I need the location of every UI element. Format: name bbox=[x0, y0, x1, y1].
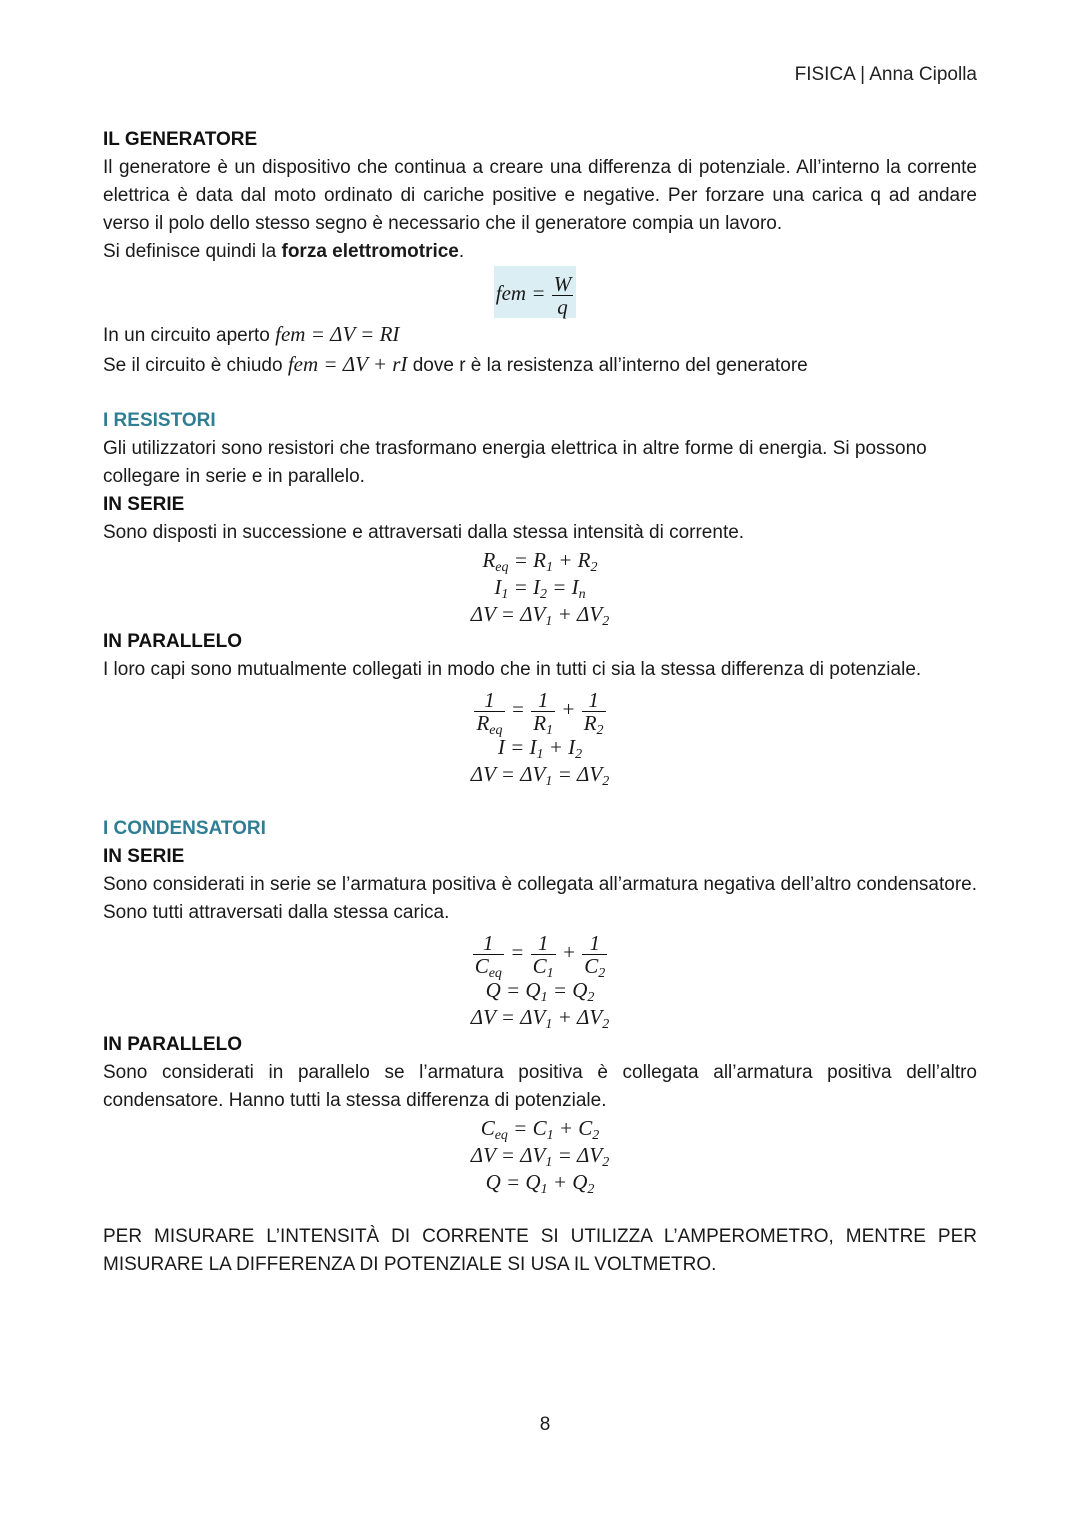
condensatori-serie-formulas bbox=[103, 927, 977, 1031]
formula-text: ΔV = ΔV bbox=[470, 762, 546, 786]
formula-subscript: 1 bbox=[540, 1182, 548, 1197]
fraction-numerator bbox=[582, 932, 607, 955]
formula-text: + I bbox=[543, 735, 576, 759]
formula-subscript: 2 bbox=[598, 965, 606, 981]
condensatori-parallelo-formulas bbox=[103, 1115, 977, 1196]
formula-subscript: 2 bbox=[602, 1155, 610, 1170]
formula-line bbox=[103, 927, 977, 981]
formula-text: = bbox=[504, 940, 530, 964]
resistori-serie-formulas bbox=[103, 547, 977, 628]
formula-text: ΔV = ΔV bbox=[470, 1143, 546, 1167]
formula-text: = R bbox=[508, 548, 547, 572]
formula-subscript: 2 bbox=[592, 1128, 600, 1143]
formula-text: C bbox=[584, 953, 599, 978]
formula-text: R bbox=[476, 710, 490, 735]
section-title-condensatori: I CONDENSATORI bbox=[103, 818, 266, 839]
definition-line bbox=[103, 238, 977, 266]
formula-text: 1 bbox=[537, 687, 549, 712]
fraction bbox=[582, 687, 606, 738]
definition-prefix: Si definisce quindi la bbox=[103, 241, 282, 262]
formula-text: Q = Q bbox=[485, 1170, 541, 1194]
fraction bbox=[582, 930, 607, 981]
resistori-serie-text: Sono disposti in successione e attraversati dalla stessa intensità di corrente. bbox=[103, 522, 745, 543]
formula-subscript: 1 bbox=[546, 1128, 554, 1143]
formula-subscript: 1 bbox=[545, 1017, 553, 1032]
formula-text: = I bbox=[508, 575, 540, 599]
fraction-numerator bbox=[531, 689, 555, 712]
fraction-denominator bbox=[552, 296, 574, 318]
fraction-denominator bbox=[531, 953, 556, 981]
formula-text: ΔV = ΔV bbox=[470, 1005, 546, 1029]
formula-subscript: 2 bbox=[587, 990, 595, 1005]
formula-line bbox=[103, 1169, 977, 1196]
page-header: FISICA | Anna Cipolla bbox=[794, 64, 977, 85]
conclusion-paragraph: PER MISURARE L’INTENSITÀ DI CORRENTE SI UTILIZZA L’AMPEROMETRO, MENTRE PER MISURARE LA DIFFERENZA DI POTENZIALE SI USA IL VOLTMETRO. bbox=[103, 1226, 977, 1275]
formula-highlight bbox=[494, 266, 577, 318]
formula-text: 1 bbox=[589, 930, 601, 955]
formula-text: I bbox=[494, 575, 502, 599]
formula-text: + R bbox=[553, 548, 591, 572]
resistori-intro: Gli utilizzatori sono resistori che trasformano energia elettrica in altre forme di energia. Si possono collegare in serie e in parallelo. bbox=[103, 438, 927, 487]
fraction-numerator bbox=[552, 273, 574, 296]
formula-line bbox=[103, 601, 977, 628]
formula-text: R bbox=[482, 548, 496, 572]
formula-text: = C bbox=[507, 1116, 547, 1140]
document-body bbox=[103, 126, 977, 1279]
generatore-paragraph: Il generatore è un dispositivo che continua a creare una differenza di potenziale. All’interno la corrente elettrica è data dal moto ordinato di cariche positive e negative. Per forzare una carica q ad andare verso il polo dello stesso segno è necessario che il generatore compia un lavoro. bbox=[103, 157, 977, 234]
formula-line bbox=[103, 1142, 977, 1169]
formula-line bbox=[103, 574, 977, 601]
formula-text: = I bbox=[547, 575, 579, 599]
fem-formula bbox=[93, 266, 977, 318]
fraction bbox=[474, 687, 504, 738]
formula-subscript: 2 bbox=[596, 722, 604, 738]
fraction-numerator bbox=[474, 689, 504, 712]
formula-subscript: 2 bbox=[540, 587, 547, 602]
fraction-denominator bbox=[473, 953, 504, 981]
formula-subscript: eq bbox=[488, 965, 502, 981]
resistori-parallelo-title: IN PARALLELO bbox=[103, 631, 242, 652]
formula-text: 1 bbox=[483, 930, 494, 955]
formula-text: fem = bbox=[495, 281, 551, 305]
formula-text: 1 bbox=[484, 687, 495, 712]
formula-text: q bbox=[557, 294, 568, 319]
formula-text: C bbox=[532, 953, 547, 978]
section-title-resistori: I RESISTORI bbox=[103, 410, 216, 431]
section-title-generatore: IL GENERATORE bbox=[103, 129, 258, 150]
fraction bbox=[552, 273, 574, 318]
formula-text: + C bbox=[553, 1116, 593, 1140]
resistori-parallelo-formulas bbox=[103, 684, 977, 788]
formula-text: W bbox=[553, 271, 572, 296]
formula-subscript: eq bbox=[494, 1128, 508, 1143]
formula-text: ΔV = ΔV bbox=[470, 602, 546, 626]
fraction-numerator bbox=[582, 689, 606, 712]
fraction bbox=[531, 687, 555, 738]
formula-text: R bbox=[533, 710, 547, 735]
formula-text: C bbox=[480, 1116, 495, 1140]
condensatori-parallelo-text: Sono considerati in parallelo se l’armatura positiva è collegata all’armatura positiva dell’altro condensatore. Hanno tutti la stessa differenza di potenziale. bbox=[103, 1062, 977, 1111]
closed-circuit-line bbox=[103, 350, 977, 380]
formula-subscript: 2 bbox=[602, 614, 610, 629]
formula-text: + ΔV bbox=[552, 602, 603, 626]
fraction bbox=[473, 930, 504, 981]
fraction-denominator bbox=[582, 710, 606, 738]
formula-subscript: 2 bbox=[587, 1182, 595, 1197]
formula-subscript: 1 bbox=[546, 560, 554, 575]
formula-text: = ΔV bbox=[552, 762, 603, 786]
formula-line bbox=[103, 761, 977, 788]
formula-line bbox=[103, 684, 977, 738]
formula-text: + bbox=[556, 697, 581, 721]
definition-term: forza elettromotrice bbox=[281, 241, 459, 262]
formula-subscript: n bbox=[578, 587, 586, 602]
fraction-denominator bbox=[474, 710, 504, 738]
formula-subscript: 1 bbox=[501, 587, 509, 602]
formula-text: + ΔV bbox=[552, 1005, 603, 1029]
fraction-numerator bbox=[473, 932, 504, 955]
formula-text: I = I bbox=[497, 735, 537, 759]
formula-text: 1 bbox=[537, 930, 549, 955]
fraction-numerator bbox=[531, 932, 556, 955]
condensatori-parallelo-title: IN PARALLELO bbox=[103, 1034, 242, 1055]
formula-subscript: 1 bbox=[536, 747, 544, 762]
formula-line bbox=[103, 977, 977, 1004]
formula-text: Q = Q bbox=[485, 978, 541, 1002]
formula-subscript: 1 bbox=[545, 1155, 553, 1170]
formula-subscript: 1 bbox=[546, 965, 554, 981]
definition-suffix: . bbox=[458, 241, 465, 262]
resistori-parallelo-text: I loro capi sono mutualmente collegati in modo che in tutti ci sia la stessa differenza di potenziale. bbox=[103, 659, 922, 680]
formula-subscript: 1 bbox=[540, 990, 548, 1005]
condensatori-serie-text: Sono considerati in serie se l’armatura positiva è collegata all’armatura negativa dell’altro condensatore. Sono tutti attraversati dalla stessa carica. bbox=[103, 874, 977, 923]
formula-line bbox=[103, 547, 977, 574]
fraction-denominator bbox=[531, 710, 555, 738]
formula-subscript: 1 bbox=[546, 722, 554, 738]
formula-text: = ΔV bbox=[552, 1143, 603, 1167]
condensatori-serie-title: IN SERIE bbox=[103, 846, 185, 867]
formula-line bbox=[103, 1115, 977, 1142]
formula-subscript: eq bbox=[489, 722, 503, 738]
formula-subscript: eq bbox=[495, 560, 509, 575]
closed-circuit-text: Se il circuito è chiudo bbox=[103, 355, 288, 376]
resistori-serie-title: IN SERIE bbox=[103, 494, 185, 515]
formula-text: C bbox=[474, 953, 489, 978]
open-circuit-line bbox=[103, 320, 977, 350]
formula-line bbox=[103, 734, 977, 761]
formula-line bbox=[103, 1004, 977, 1031]
formula-subscript: 2 bbox=[575, 747, 583, 762]
closed-circuit-suffix: dove r è la resistenza all’interno del generatore bbox=[407, 355, 808, 376]
formula-subscript: 1 bbox=[545, 774, 553, 789]
formula-text: + bbox=[556, 940, 582, 964]
open-circuit-math: fem = ΔV = RI bbox=[275, 322, 400, 346]
formula-subscript: 2 bbox=[590, 560, 598, 575]
formula-text: + Q bbox=[547, 1170, 588, 1194]
fraction-denominator bbox=[582, 953, 607, 981]
fraction bbox=[531, 930, 556, 981]
formula-line bbox=[93, 266, 977, 318]
formula-text: = Q bbox=[547, 978, 588, 1002]
open-circuit-text: In un circuito aperto bbox=[103, 325, 276, 346]
formula-subscript: 2 bbox=[602, 774, 610, 789]
formula-subscript: 2 bbox=[602, 1017, 610, 1032]
formula-text: 1 bbox=[588, 687, 599, 712]
formula-subscript: 1 bbox=[545, 614, 553, 629]
page-number: 8 bbox=[539, 1414, 551, 1435]
closed-circuit-math: fem = ΔV + rI bbox=[287, 352, 408, 376]
formula-text: R bbox=[583, 710, 597, 735]
formula-text: = bbox=[505, 697, 531, 721]
